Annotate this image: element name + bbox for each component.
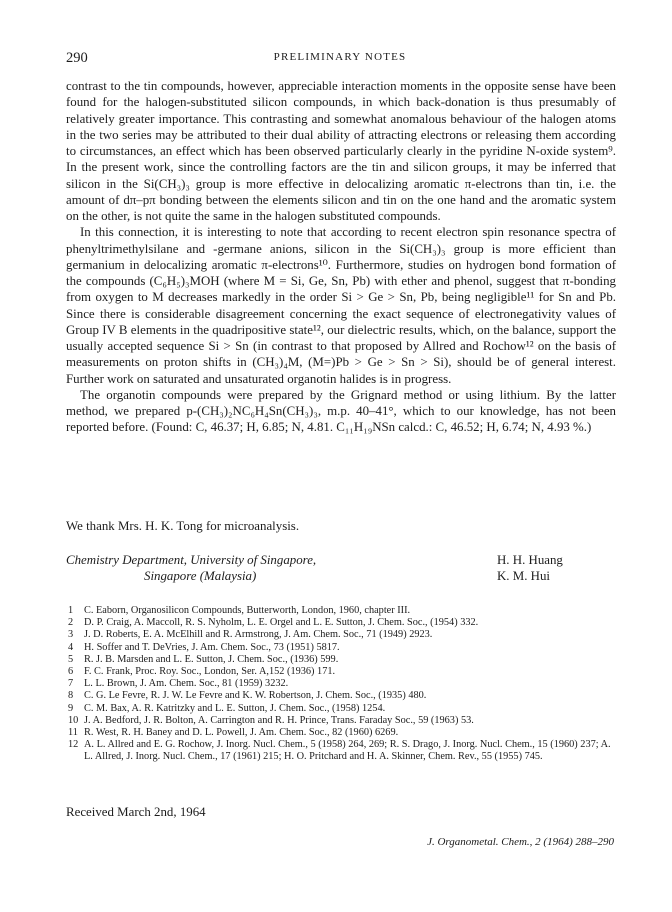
journal-citation: J. Organometal. Chem., 2 (1964) 288–290	[427, 836, 614, 848]
reference-item	[66, 727, 616, 739]
body-paragraph-3: The organotin compounds were prepared by the Grignard method or using lithium. By the latter method, we prepared p-(CH₃)₂NC₆H₄Sn(CH₃)₃, m.p. 40–41°, which to our knowledge, has not been reported before. (Found: C, 46.37; H, 6.85; N, 4.81. C₁₁H₁₉NSn calcd.: C, 46.52; H, 6.74; N, 4.93 %.)	[66, 387, 616, 435]
reference-text: D. P. Craig, A. Maccoll, R. S. Nyholm, L. E. Orgel and L. E. Sutton, J. Chem. Soc., (1954) 332.	[84, 617, 479, 629]
reference-number: 7	[68, 678, 74, 690]
author-list	[497, 552, 563, 584]
reference-number: 5	[68, 653, 74, 665]
acknowledgement: We thank Mrs. H. K. Tong for microanalysis.	[66, 519, 300, 533]
reference-number: 12	[68, 739, 79, 751]
reference-list	[66, 605, 616, 764]
reference-number: 2	[68, 617, 74, 629]
reference-item	[66, 605, 616, 617]
reference-text: H. Soffer and T. DeVries, J. Am. Chem. Soc., 73 (1951) 5817.	[84, 641, 340, 653]
affiliation-line-1: Chemistry Department, University of Singapore,	[66, 553, 317, 567]
reference-item	[66, 666, 616, 678]
body-paragraph-1: contrast to the tin compounds, however, appreciable interaction moments in the opposite sense have been found for the halogen-substituted silicon compounds, in which back-donation is thus presumably of relatively greater importance. This contrasting and somewhat anomalous behaviour of the halogen atoms in the two series may be attributed to their dual ability of attracting electrons or releasing them according to circumstances, an effect which has been observed particularly clearly in the pyridine N-oxide system⁹. In the present work, since the controlling factors are the tin and silicon groups, it may be inferred that silicon in the Si(CH₃)₃ group is more effective in delocalizing aromatic π-electrons than tin, i.e. the amount of dπ–pπ bonding between the elements silicon and tin on the one hand and the aromatic system on the other, is not quite the same in the halogen substituted compounds.	[66, 79, 616, 223]
running-head: PRELIMINARY NOTES	[273, 51, 407, 63]
reference-number: 11	[68, 727, 78, 739]
reference-text: J. A. Bedford, J. R. Bolton, A. Carrington and R. H. Prince, Trans. Faraday Soc., 59 (1963) 53.	[84, 714, 474, 726]
reference-number: 8	[68, 690, 74, 702]
author-name: K. M. Hui	[497, 569, 550, 583]
reference-item	[66, 654, 616, 666]
reference-item	[66, 642, 616, 654]
article-body	[66, 78, 616, 436]
body-paragraph-2: In this connection, it is interesting to note that according to recent electron spin resonance spectra of phenyltrimethylsilane and -germane anions, silicon in the Si(CH₃)₃ group is more efficient than germanium in delocalizing aromatic π-electrons¹⁰. Furthermore, studies on hydrogen bond formation of the compounds (C₆H₅)₃MOH (where M = Si, Ge, Sn, Pb) with ether and phenol, suggest that π-bonding from oxygen to M decreases markedly in the order Si > Ge > Sn, Pb, being negligible¹¹ for Sn and Pb. Since there is considerable disagreement concerning the exact sequence of electronegativity values of Group IV B elements in the quadripositive state¹², our dielectric results, which, on the balance, support the usually accepted sequence Si > Sn (in contrast to that proposed by Allred and Rochow¹² on the basis of measurements on proton shifts in (CH₃)₄M, (M=)Pb > Ge > Sn > Si), should be of general interest. Further work on saturated and unsaturated organotin halides is in progress.	[66, 225, 616, 386]
received-date: Received March 2nd, 1964	[66, 805, 206, 819]
reference-number: 3	[68, 629, 74, 641]
reference-number: 4	[68, 641, 74, 653]
page-header	[66, 50, 614, 68]
reference-text: L. L. Brown, J. Am. Chem. Soc., 81 (1959) 3232.	[84, 678, 289, 690]
affiliation-line-2: Singapore (Malaysia)	[144, 569, 257, 583]
page-number: 290	[66, 50, 88, 66]
reference-item	[66, 715, 616, 727]
reference-text: A. L. Allred and E. G. Rochow, J. Inorg. Nucl. Chem., 5 (1958) 264, 269; R. S. Drago, J. Inorg. Nucl. Chem., 15 (1960) 237; A. L. Allred, J. Inorg. Nucl. Chem., 17 (1961) 215; H. O. Pritchard and H. A. Skinner, Chem. Rev., 55 (1955) 745.	[84, 739, 611, 763]
reference-item	[66, 703, 616, 715]
reference-item	[66, 690, 616, 702]
reference-item	[66, 629, 616, 641]
reference-item	[66, 617, 616, 629]
reference-text: F. C. Frank, Proc. Roy. Soc., London, Ser. A,152 (1936) 171.	[84, 666, 336, 678]
reference-item	[66, 678, 616, 690]
reference-number: 9	[68, 702, 74, 714]
affiliation	[66, 552, 316, 584]
reference-item	[66, 739, 616, 763]
reference-text: R. J. B. Marsden and L. E. Sutton, J. Chem. Soc., (1936) 599.	[84, 653, 339, 665]
reference-number: 6	[68, 666, 74, 678]
reference-text: J. D. Roberts, E. A. McElhill and R. Armstrong, J. Am. Chem. Soc., 71 (1949) 2923.	[84, 629, 433, 641]
reference-number: 1	[68, 605, 74, 616]
reference-number: 10	[68, 714, 79, 726]
reference-text: R. West, R. H. Baney and D. L. Powell, J. Am. Chem. Soc., 82 (1960) 6269.	[84, 727, 399, 739]
reference-text: C. M. Bax, A. R. Katritzky and L. E. Sutton, J. Chem. Soc., (1958) 1254.	[84, 702, 386, 714]
author-name: H. H. Huang	[497, 553, 563, 567]
reference-text: C. G. Le Fevre, R. J. W. Le Fevre and K. W. Robertson, J. Chem. Soc., (1935) 480.	[84, 690, 427, 702]
reference-text: C. Eaborn, Organosilicon Compounds, Butterworth, London, 1960, chapter III.	[84, 605, 411, 616]
